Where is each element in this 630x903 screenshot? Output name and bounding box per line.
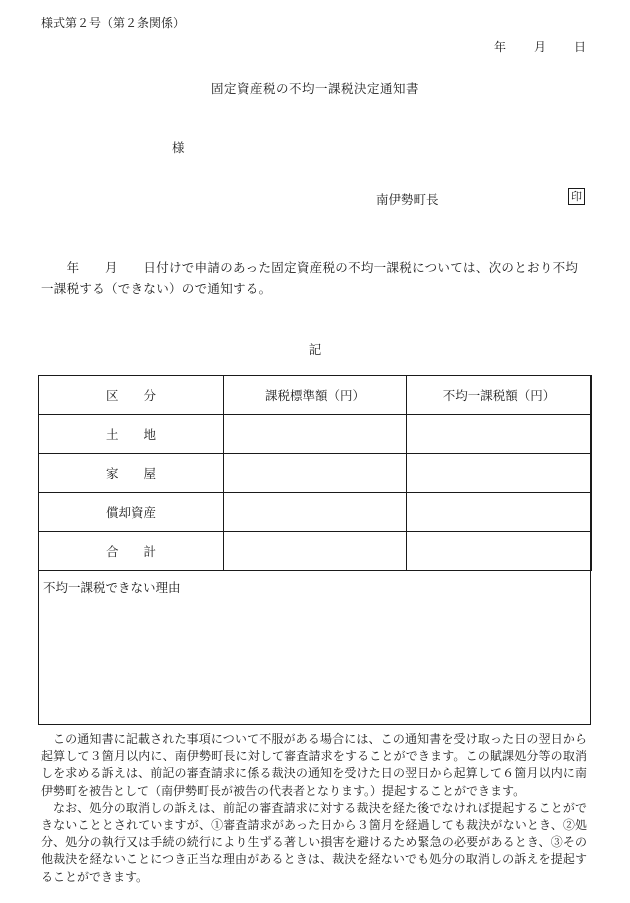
- header-category: 区 分: [39, 376, 224, 415]
- form-number: 様式第２号（第２条関係）: [41, 16, 186, 30]
- tax-grid: [38, 375, 592, 571]
- header-tax-amount: 不均一課税額（円）: [407, 376, 592, 415]
- sender-name: 南伊勢町長: [376, 192, 439, 207]
- date-day-label: 日: [574, 40, 587, 54]
- reason-label: 不均一課税できない理由: [43, 580, 181, 595]
- row-label: 償却資産: [39, 493, 224, 532]
- date-line: [494, 38, 586, 55]
- note-paragraph: この通知書に記載された事項について不服がある場合には、この通知書を受け取った日の翌日から起算して３箇月以内に、南伊勢町長に対して審査請求をすることができます。この賦課処分等の取消しを求める訴えは、前記の審査請求に係る裁決の通知を受けた日の翌日から起算して６箇月以内に南伊勢町を被告として（南伊勢町長が被告の代表者となります。）提起することができます。: [41, 732, 587, 798]
- table-row: [39, 493, 592, 532]
- row-label: 合 計: [39, 532, 224, 571]
- date-year-label: 年: [494, 40, 507, 54]
- base-amount-cell: [224, 532, 407, 571]
- seal-mark: 印: [568, 188, 585, 205]
- table-row: [39, 415, 592, 454]
- tax-amount-cell: [407, 493, 592, 532]
- table-row: [39, 532, 592, 571]
- base-amount-cell: [224, 415, 407, 454]
- table-row: [39, 454, 592, 493]
- recipient-honorific: 様: [172, 140, 185, 155]
- body-paragraph: 年 月 日付けで申請のあった固定資産税の不均一課税については、次のとおり不均一課税する（できない）ので通知する。: [41, 260, 579, 296]
- row-label: 土 地: [39, 415, 224, 454]
- date-month-label: 月: [534, 40, 547, 54]
- tax-amount-cell: [407, 532, 592, 571]
- header-base-amount: 課税標準額（円）: [224, 376, 407, 415]
- appeal-notes: [41, 731, 587, 886]
- row-label: 家 屋: [39, 454, 224, 493]
- ki-heading: 記: [308, 342, 322, 357]
- base-amount-cell: [224, 454, 407, 493]
- tax-amount-cell: [407, 415, 592, 454]
- tax-table: [38, 375, 591, 725]
- base-amount-cell: [224, 493, 407, 532]
- note-paragraph: なお、処分の取消しの訴えは、前記の審査請求に対する裁決を経た後でなければ提起することができないこととされていますが、①審査請求があった日から３箇月を経過しても裁決がないとき、②処分、処分の執行又は手続の続行により生ずる著しい損害を避けるため緊急の必要があるとき、③その他裁決を経ないことにつき正当な理由があるときは、裁決を経ないでも処分の取消しの訴えを提起することができます。: [41, 800, 587, 884]
- document-title: 固定資産税の不均一課税決定通知書: [210, 81, 419, 96]
- tax-amount-cell: [407, 454, 592, 493]
- table-header-row: [39, 376, 592, 415]
